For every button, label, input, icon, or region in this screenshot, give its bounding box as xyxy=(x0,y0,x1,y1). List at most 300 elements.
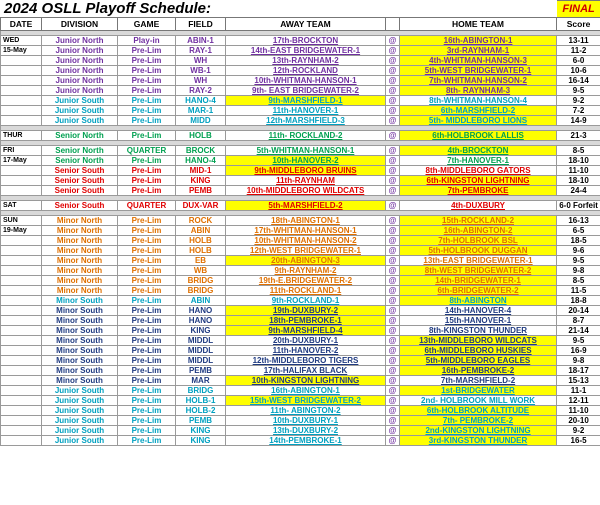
date-cell xyxy=(1,186,42,196)
game-cell: Pre-Lim xyxy=(118,436,176,446)
at-symbol: @ xyxy=(386,216,400,226)
table-row xyxy=(1,216,600,226)
page-title: 2024 OSLL Playoff Schedule: xyxy=(1,1,557,18)
table-row xyxy=(1,426,600,436)
division-cell: Junior North xyxy=(42,86,118,96)
home-team-cell: 3rd-KINGSTON THUNDER xyxy=(400,436,557,446)
field-cell: PEMB xyxy=(176,186,226,196)
table-row xyxy=(1,226,600,236)
game-cell: Pre-Lim xyxy=(118,76,176,86)
home-team-cell: 7th-MARSHFIELD-2 xyxy=(400,376,557,386)
date-cell: WED xyxy=(1,36,42,46)
home-team-cell: 8th-WHITMAN-HANSON-4 xyxy=(400,96,557,106)
date-cell xyxy=(1,376,42,386)
field-cell: HOLB-1 xyxy=(176,396,226,406)
away-team-cell: 20th-ABINGTON-3 xyxy=(226,256,386,266)
date-cell xyxy=(1,336,42,346)
home-team-cell: 2nd-KINGSTON LIGHTNING xyxy=(400,426,557,436)
date-cell xyxy=(1,356,42,366)
field-cell: KING xyxy=(176,326,226,336)
game-cell: Pre-Lim xyxy=(118,316,176,326)
game-cell: Pre-Lim xyxy=(118,396,176,406)
at-symbol: @ xyxy=(386,296,400,306)
score-cell: 9-5 xyxy=(557,336,600,346)
game-cell: Pre-Lim xyxy=(118,246,176,256)
game-cell: QUARTER xyxy=(118,146,176,156)
table-row xyxy=(1,201,600,211)
field-cell: ROCK xyxy=(176,216,226,226)
game-cell: Pre-Lim xyxy=(118,226,176,236)
away-team-cell: 10th-KINGSTON LIGHTNING xyxy=(226,376,386,386)
table-row xyxy=(1,376,600,386)
home-team-cell: 14th-HANOVER-4 xyxy=(400,306,557,316)
division-cell: Senior North xyxy=(42,131,118,141)
home-team-cell: 16th-ABINGTON-2 xyxy=(400,226,557,236)
home-team-cell: 7th-HANOVER-1 xyxy=(400,156,557,166)
date-cell xyxy=(1,366,42,376)
game-cell: Pre-Lim xyxy=(118,166,176,176)
game-cell: Pre-Lim xyxy=(118,116,176,126)
at-symbol: @ xyxy=(386,426,400,436)
field-cell: MID-1 xyxy=(176,166,226,176)
division-cell: Minor South xyxy=(42,346,118,356)
away-team-cell: 9th-MARSHFIELD-1 xyxy=(226,96,386,106)
at-symbol: @ xyxy=(386,156,400,166)
score-cell: 13-11 xyxy=(557,36,600,46)
game-cell: Pre-Lim xyxy=(118,296,176,306)
home-team-cell: 4th-BROCKTON xyxy=(400,146,557,156)
division-cell: Minor North xyxy=(42,246,118,256)
field-cell: KING xyxy=(176,436,226,446)
score-cell: 16-14 xyxy=(557,76,600,86)
division-cell: Junior North xyxy=(42,46,118,56)
division-cell: Junior South xyxy=(42,386,118,396)
division-cell: Minor South xyxy=(42,296,118,306)
game-cell: Pre-Lim xyxy=(118,176,176,186)
away-team-cell: 9th-RAYNHAM-2 xyxy=(226,266,386,276)
score-cell: 9-8 xyxy=(557,266,600,276)
field-cell: HANO xyxy=(176,306,226,316)
table-row xyxy=(1,36,600,46)
division-cell: Minor North xyxy=(42,276,118,286)
field-cell: EB xyxy=(176,256,226,266)
field-cell: WB-1 xyxy=(176,66,226,76)
score-cell: 9-5 xyxy=(557,86,600,96)
field-cell: MAR-1 xyxy=(176,106,226,116)
away-team-cell: 5th-WHITMAN-HANSON-1 xyxy=(226,146,386,156)
division-cell: Minor South xyxy=(42,336,118,346)
game-cell: Pre-Lim xyxy=(118,286,176,296)
date-cell xyxy=(1,236,42,246)
away-team-cell: 17th-BROCKTON xyxy=(226,36,386,46)
game-cell: Pre-Lim xyxy=(118,356,176,366)
table-row xyxy=(1,396,600,406)
home-team-cell: 8th-WEST BRIDGEWATER-2 xyxy=(400,266,557,276)
home-team-cell: 5th- MIDDLEBORO LIONS xyxy=(400,116,557,126)
away-team-cell: 16th-ABINGTON-1 xyxy=(226,386,386,396)
home-team-cell: 6th-HOLBROOK LALLIS xyxy=(400,131,557,141)
home-team-cell: 8th-KINGSTON THUNDER xyxy=(400,326,557,336)
game-cell: Pre-Lim xyxy=(118,386,176,396)
score-cell: 16-13 xyxy=(557,216,600,226)
home-team-cell: 2nd- HOLBROOK MILL WORK xyxy=(400,396,557,406)
division-cell: Junior South xyxy=(42,416,118,426)
date-cell xyxy=(1,66,42,76)
at-symbol: @ xyxy=(386,406,400,416)
at-symbol: @ xyxy=(386,76,400,86)
at-symbol: @ xyxy=(386,46,400,56)
at-symbol: @ xyxy=(386,306,400,316)
at-symbol: @ xyxy=(386,276,400,286)
table-row xyxy=(1,146,600,156)
table-row xyxy=(1,236,600,246)
field-cell: HANO-4 xyxy=(176,96,226,106)
away-team-cell: 10th-WHITMAN-HANSON-2 xyxy=(226,236,386,246)
at-symbol: @ xyxy=(386,376,400,386)
division-cell: Senior South xyxy=(42,186,118,196)
away-team-cell: 14th-EAST BRIDGEWATER-1 xyxy=(226,46,386,56)
date-cell xyxy=(1,76,42,86)
away-team-cell: 11th- ABINGTON-2 xyxy=(226,406,386,416)
division-cell: Minor North xyxy=(42,236,118,246)
game-cell: Pre-Lim xyxy=(118,366,176,376)
date-cell xyxy=(1,436,42,446)
field-cell: MIDDL xyxy=(176,356,226,366)
division-cell: Minor North xyxy=(42,256,118,266)
score-cell: 11-2 xyxy=(557,46,600,56)
at-symbol: @ xyxy=(386,436,400,446)
at-symbol: @ xyxy=(386,386,400,396)
table-row xyxy=(1,176,600,186)
table-row xyxy=(1,116,600,126)
score-cell: 18-10 xyxy=(557,156,600,166)
game-cell: Pre-Lim xyxy=(118,131,176,141)
at-symbol: @ xyxy=(386,146,400,156)
score-cell: 20-10 xyxy=(557,416,600,426)
home-team-cell: 14th-BRIDGEWATER-1 xyxy=(400,276,557,286)
division-cell: Junior South xyxy=(42,406,118,416)
field-cell: WH xyxy=(176,56,226,66)
score-cell: 11-10 xyxy=(557,166,600,176)
field-cell: BRIDG xyxy=(176,286,226,296)
division-cell: Junior South xyxy=(42,396,118,406)
table-row xyxy=(1,166,600,176)
table-row xyxy=(1,416,600,426)
col-header-score: Score xyxy=(557,18,600,31)
score-cell: 18-8 xyxy=(557,296,600,306)
date-cell xyxy=(1,406,42,416)
date-cell: 17-May xyxy=(1,156,42,166)
table-row xyxy=(1,106,600,116)
score-cell: 21-14 xyxy=(557,326,600,336)
game-cell: Pre-Lim xyxy=(118,106,176,116)
date-cell xyxy=(1,426,42,436)
division-cell: Junior North xyxy=(42,56,118,66)
table-row xyxy=(1,96,600,106)
score-cell: 12-11 xyxy=(557,396,600,406)
home-team-cell: 6th-KINGSTON LIGHTNING xyxy=(400,176,557,186)
game-cell: Pre-Lim xyxy=(118,326,176,336)
game-cell: Pre-Lim xyxy=(118,66,176,76)
at-symbol: @ xyxy=(386,286,400,296)
division-cell: Junior South xyxy=(42,116,118,126)
home-team-cell: 13th-EAST BRIDGEWATER-1 xyxy=(400,256,557,266)
game-cell: Pre-Lim xyxy=(118,186,176,196)
home-team-cell: 5th-HOLBROOK DUGGAN xyxy=(400,246,557,256)
date-cell: 15-May xyxy=(1,46,42,56)
score-cell: 9-8 xyxy=(557,356,600,366)
division-cell: Junior North xyxy=(42,66,118,76)
home-team-cell: 3rd-RAYNHAM-1 xyxy=(400,46,557,56)
game-cell: Pre-Lim xyxy=(118,256,176,266)
score-cell: 18-10 xyxy=(557,176,600,186)
away-team-cell: 10th-DUXBURY-1 xyxy=(226,416,386,426)
game-cell: Pre-Lim xyxy=(118,406,176,416)
at-symbol: @ xyxy=(386,256,400,266)
home-team-cell: 6th-MARSHFIELD-2 xyxy=(400,106,557,116)
division-cell: Minor North xyxy=(42,266,118,276)
score-cell: 11-10 xyxy=(557,406,600,416)
home-team-cell: 7th- PEMBROKE-2 xyxy=(400,416,557,426)
at-symbol: @ xyxy=(386,66,400,76)
game-cell: Pre-Lim xyxy=(118,376,176,386)
at-symbol: @ xyxy=(386,86,400,96)
date-cell xyxy=(1,286,42,296)
col-header-game: GAME xyxy=(118,18,176,31)
field-cell: DUX-VAR xyxy=(176,201,226,211)
at-symbol: @ xyxy=(386,116,400,126)
date-cell xyxy=(1,386,42,396)
date-cell xyxy=(1,106,42,116)
home-team-cell: 6th-BRIDGEWATER-2 xyxy=(400,286,557,296)
division-cell: Minor North xyxy=(42,286,118,296)
field-cell: HANO xyxy=(176,316,226,326)
at-symbol: @ xyxy=(386,201,400,211)
at-symbol: @ xyxy=(386,236,400,246)
away-team-cell: 14th-PEMBROKE-1 xyxy=(226,436,386,446)
table-row xyxy=(1,286,600,296)
score-cell: 9-2 xyxy=(557,96,600,106)
division-cell: Junior North xyxy=(42,76,118,86)
score-cell: 18-5 xyxy=(557,236,600,246)
score-cell: 9-6 xyxy=(557,246,600,256)
col-header-field: FIELD xyxy=(176,18,226,31)
date-cell xyxy=(1,266,42,276)
game-cell: Pre-Lim xyxy=(118,86,176,96)
away-team-cell: 18th-ABINGTON-1 xyxy=(226,216,386,226)
field-cell: HOLB xyxy=(176,131,226,141)
away-team-cell: 17th-HALIFAX BLACK xyxy=(226,366,386,376)
game-cell: QUARTER xyxy=(118,201,176,211)
division-cell: Junior South xyxy=(42,436,118,446)
score-cell: 7-2 xyxy=(557,106,600,116)
home-team-cell: 5th-WEST BRIDGEWATER-1 xyxy=(400,66,557,76)
score-cell: 21-3 xyxy=(557,131,600,141)
table-row xyxy=(1,46,600,56)
date-cell xyxy=(1,346,42,356)
division-cell: Senior South xyxy=(42,176,118,186)
division-cell: Minor South xyxy=(42,366,118,376)
away-team-cell: 12th-MARSHFIELD-3 xyxy=(226,116,386,126)
at-symbol: @ xyxy=(386,316,400,326)
division-cell: Senior North xyxy=(42,156,118,166)
field-cell: HOLB xyxy=(176,236,226,246)
at-symbol: @ xyxy=(386,326,400,336)
away-team-cell: 18th-PEMBROKE-1 xyxy=(226,316,386,326)
away-team-cell: 9th-MARSHFIELD-4 xyxy=(226,326,386,336)
home-team-cell: 7th-WHITMAN-HANSON-2 xyxy=(400,76,557,86)
game-cell: Pre-Lim xyxy=(118,426,176,436)
game-cell: Pre-Lim xyxy=(118,46,176,56)
date-cell: THUR xyxy=(1,131,42,141)
table-row xyxy=(1,366,600,376)
division-cell: Senior South xyxy=(42,166,118,176)
score-cell: 15-13 xyxy=(557,376,600,386)
away-team-cell: 13th-DUXBURY-2 xyxy=(226,426,386,436)
date-cell: SUN xyxy=(1,216,42,226)
away-team-cell: 10th-WHITMAN-HANSON-1 xyxy=(226,76,386,86)
home-team-cell: 1st-BRIDGEWATER xyxy=(400,386,557,396)
home-team-cell: 6th-MIDDLEBORO HUSKIES xyxy=(400,346,557,356)
field-cell: MIDD xyxy=(176,116,226,126)
division-cell: Senior South xyxy=(42,201,118,211)
table-row xyxy=(1,76,600,86)
table-row xyxy=(1,266,600,276)
home-team-cell: 8th-ABINGTON xyxy=(400,296,557,306)
game-cell: Pre-Lim xyxy=(118,266,176,276)
away-team-cell: 9th-ROCKLAND-1 xyxy=(226,296,386,306)
field-cell: ABIN-1 xyxy=(176,36,226,46)
home-team-cell: 16th-PEMBROKE-2 xyxy=(400,366,557,376)
division-cell: Minor South xyxy=(42,326,118,336)
field-cell: BRIDG xyxy=(176,276,226,286)
table-row xyxy=(1,156,600,166)
home-team-cell: 5th-MIDDLEBORO EAGLES xyxy=(400,356,557,366)
table-row xyxy=(1,256,600,266)
game-cell: Pre-Lim xyxy=(118,156,176,166)
at-symbol: @ xyxy=(386,226,400,236)
division-cell: Minor North xyxy=(42,226,118,236)
at-symbol: @ xyxy=(386,366,400,376)
score-cell: 6-0 Forfeit xyxy=(557,201,600,211)
at-symbol: @ xyxy=(386,166,400,176)
at-symbol: @ xyxy=(386,336,400,346)
table-row xyxy=(1,356,600,366)
game-cell: Play-in xyxy=(118,36,176,46)
away-team-cell: 12th-MIDDLEBORO TIGERS xyxy=(226,356,386,366)
division-cell: Minor South xyxy=(42,356,118,366)
field-cell: KING xyxy=(176,426,226,436)
table-row xyxy=(1,86,600,96)
score-cell: 11-5 xyxy=(557,286,600,296)
date-cell: 19-May xyxy=(1,226,42,236)
date-cell xyxy=(1,306,42,316)
title-row xyxy=(1,1,600,18)
date-cell xyxy=(1,396,42,406)
away-team-cell: 10th-MIDDLEBORO WILDCATS xyxy=(226,186,386,196)
field-cell: KING xyxy=(176,176,226,186)
date-cell xyxy=(1,316,42,326)
field-cell: MIDDL xyxy=(176,346,226,356)
score-cell: 18-17 xyxy=(557,366,600,376)
field-cell: BROCK xyxy=(176,146,226,156)
division-cell: Minor South xyxy=(42,306,118,316)
date-cell xyxy=(1,56,42,66)
date-cell xyxy=(1,86,42,96)
table-row xyxy=(1,186,600,196)
home-team-cell: 15th-HANOVER-1 xyxy=(400,316,557,326)
score-cell: 9-5 xyxy=(557,256,600,266)
at-symbol: @ xyxy=(386,416,400,426)
table-row xyxy=(1,336,600,346)
date-cell: FRI xyxy=(1,146,42,156)
table-row xyxy=(1,56,600,66)
at-symbol: @ xyxy=(386,186,400,196)
away-team-cell: 19th-DUXBURY-2 xyxy=(226,306,386,316)
score-cell: 24-4 xyxy=(557,186,600,196)
date-cell xyxy=(1,296,42,306)
game-cell: Pre-Lim xyxy=(118,56,176,66)
field-cell: WH xyxy=(176,76,226,86)
at-symbol: @ xyxy=(386,356,400,366)
col-header-away-team: AWAY TEAM xyxy=(226,18,386,31)
away-team-cell: 11th- ROCKLAND-2 xyxy=(226,131,386,141)
date-cell: SAT xyxy=(1,201,42,211)
at-symbol: @ xyxy=(386,346,400,356)
at-symbol: @ xyxy=(386,266,400,276)
score-cell: 10-6 xyxy=(557,66,600,76)
score-cell: 16-5 xyxy=(557,436,600,446)
field-cell: RAY-2 xyxy=(176,86,226,96)
home-team-cell: 4th-WHITMAN-HANSON-3 xyxy=(400,56,557,66)
score-cell: 8-7 xyxy=(557,316,600,326)
at-symbol: @ xyxy=(386,56,400,66)
division-cell: Junior South xyxy=(42,96,118,106)
at-symbol: @ xyxy=(386,396,400,406)
home-team-cell: 8th-MIDDLEBORO GATORS xyxy=(400,166,557,176)
home-team-cell: 6th-HOLBROOK ALTITUDE xyxy=(400,406,557,416)
table-row xyxy=(1,276,600,286)
field-cell: HOLB xyxy=(176,246,226,256)
away-team-cell: 9th- EAST BRIDGEWATER-2 xyxy=(226,86,386,96)
field-cell: PEMB xyxy=(176,416,226,426)
table-row xyxy=(1,246,600,256)
home-team-cell: 4th-DUXBURY xyxy=(400,201,557,211)
field-cell: HANO-4 xyxy=(176,156,226,166)
date-cell xyxy=(1,326,42,336)
away-team-cell: 17th-WHITMAN-HANSON-1 xyxy=(226,226,386,236)
score-cell: 20-14 xyxy=(557,306,600,316)
table-row xyxy=(1,436,600,446)
away-team-cell: 5th-MARSHFIELD-2 xyxy=(226,201,386,211)
division-cell: Junior South xyxy=(42,106,118,116)
at-symbol: @ xyxy=(386,106,400,116)
field-cell: PEMB xyxy=(176,366,226,376)
field-cell: MIDDL xyxy=(176,336,226,346)
date-cell xyxy=(1,246,42,256)
away-team-cell: 9th-MIDDLEBORO BRUINS xyxy=(226,166,386,176)
field-cell: WB xyxy=(176,266,226,276)
game-cell: Pre-Lim xyxy=(118,216,176,226)
home-team-cell: 8th- RAYNHAM-3 xyxy=(400,86,557,96)
field-cell: BRIDG xyxy=(176,386,226,396)
away-team-cell: 19th-E.BRIDGEWATER-2 xyxy=(226,276,386,286)
field-cell: RAY-1 xyxy=(176,46,226,56)
at-symbol: @ xyxy=(386,176,400,186)
game-cell: Pre-Lim xyxy=(118,336,176,346)
field-cell: ABIN xyxy=(176,296,226,306)
col-header-division: DIVISION xyxy=(42,18,118,31)
